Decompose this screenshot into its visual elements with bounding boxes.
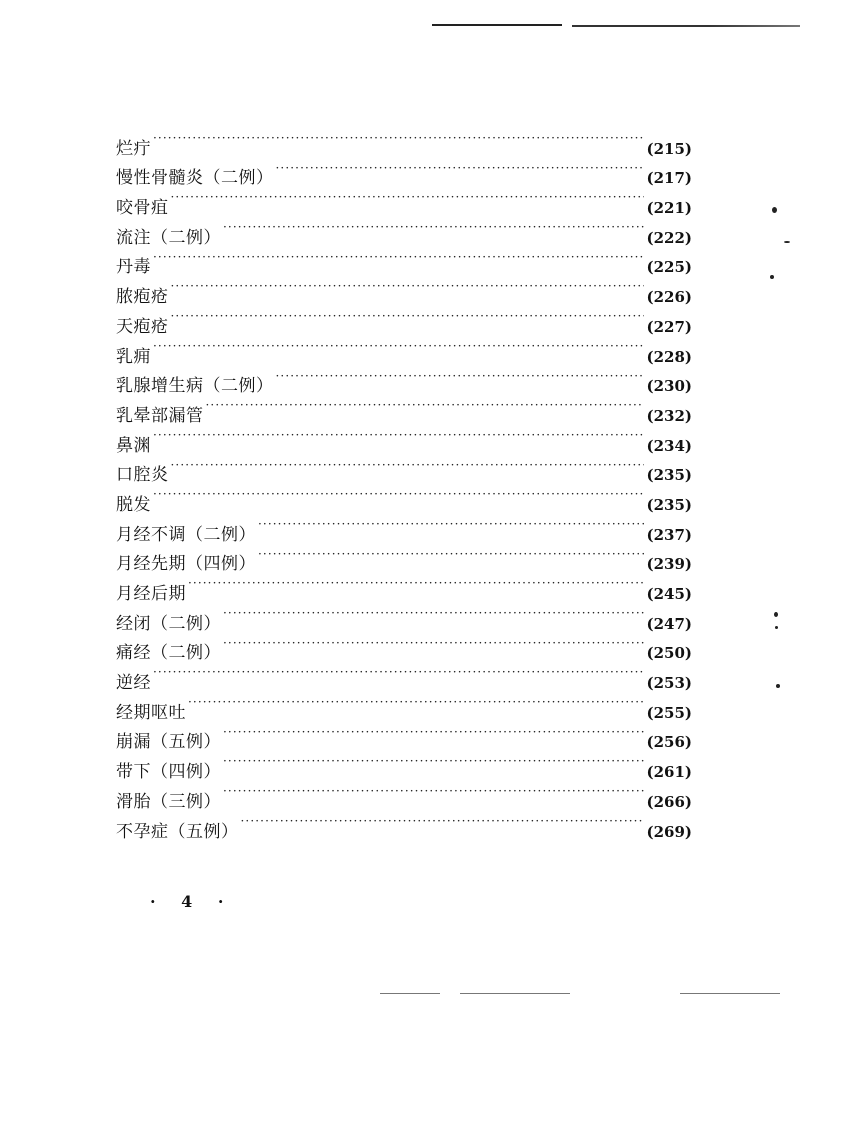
toc-entry [116,213,692,248]
toc-entry [116,599,692,634]
bottom-scan-line [460,993,570,994]
scan-speck [776,684,780,688]
toc-entry-title: 崩漏（五例） [116,732,221,753]
toc-entry [116,658,692,694]
toc-entry-title: 鼻渊 [116,435,151,456]
toc-entry [116,510,692,545]
toc-entry [116,421,692,456]
toc-entry-page: (255) [646,703,692,722]
toc-entry [116,302,692,337]
toc-entry-page: (235) [646,495,692,514]
toc-entry [116,451,692,486]
scan-speck [772,207,777,213]
toc-dot-leader [153,124,644,154]
toc-entry-page: (228) [646,347,692,366]
toc-entry-page: (239) [646,555,692,574]
toc-entry-title: 口腔炎 [116,465,169,486]
toc-dot-leader [258,510,644,540]
toc-entry-page: (230) [646,377,692,396]
toc-entry-page: (215) [646,139,692,158]
toc-entry-title: 脱发 [116,494,151,515]
scan-speck [770,275,774,279]
top-rule-line [432,24,562,26]
toc-dot-leader [188,688,644,718]
toc-dot-leader [153,243,644,273]
toc-entry-title: 乳痈 [116,346,151,367]
toc-entry-page: (247) [646,614,692,633]
toc-entry-title: 乳晕部漏管 [116,405,204,426]
toc-entry-title: 经闭（二例） [116,613,221,634]
toc-entry-page: (261) [646,763,692,782]
toc-dot-leader [276,154,645,184]
toc-entry-page: (235) [646,466,692,485]
toc-entry-title: 脓疱疮 [116,287,169,308]
page-number: · 4 · [150,892,234,911]
toc-entry [116,332,692,367]
toc-entry-page: (232) [646,406,692,425]
toc-entry-title: 流注（二例） [116,227,221,248]
toc-entry-title: 不孕症（五例） [116,821,239,842]
toc-entry [116,718,692,753]
toc-dot-leader [258,540,644,570]
toc-entry-title: 天疱疮 [116,316,169,337]
toc-dot-leader [153,480,644,510]
toc-dot-leader [223,599,644,629]
scan-speck [784,241,790,243]
toc-dot-leader [171,302,645,332]
toc-entry-page: (245) [646,585,692,603]
toc-entry-page: (256) [646,733,692,752]
toc-entry-page: (225) [646,258,692,277]
toc-entry-title: 月经后期 [116,584,186,604]
toc-entry [116,362,692,397]
toc-entry-title: 月经先期（四例） [116,554,256,575]
toc-entry-page: (234) [646,436,692,455]
toc-dot-leader [171,183,645,213]
toc-entry-title: 咬骨疽 [116,198,169,219]
scan-speck [775,626,778,629]
toc-entry-title: 丹毒 [116,257,151,278]
bottom-scan-line [680,993,780,994]
toc-entry [116,124,692,159]
toc-dot-leader [188,569,644,599]
toc-dot-leader [223,718,644,748]
toc-entry [116,183,692,219]
toc-entry [116,569,692,604]
table-of-contents [116,124,692,842]
top-rule-line [572,25,800,27]
toc-dot-leader [223,629,644,659]
toc-dot-leader [206,391,645,421]
toc-dot-leader [223,777,644,807]
toc-entry-page: (253) [646,674,692,693]
toc-dot-leader [153,658,644,688]
toc-entry-page: (226) [646,288,692,307]
scan-speck [774,612,778,617]
toc-dot-leader [153,332,644,362]
toc-entry-title: 逆经 [116,673,151,694]
toc-entry-page: (221) [646,199,692,218]
bottom-scan-line [380,993,440,994]
toc-dot-leader [223,213,644,243]
toc-dot-leader [223,747,644,777]
toc-entry-title: 痛经（二例） [116,643,221,664]
toc-entry-page: (269) [646,822,692,841]
toc-entry-title: 烂疔 [116,138,151,159]
toc-entry-page: (250) [646,644,692,663]
toc-dot-leader [171,272,645,302]
toc-entry-title: 经期呕吐 [116,702,186,723]
toc-entry [116,243,692,278]
toc-entry-title: 慢性骨髓炎（二例） [116,168,274,189]
toc-entry-title: 带下（四例） [116,762,221,783]
toc-entry-page: (266) [646,792,692,811]
toc-entry [116,688,692,723]
toc-entry [116,480,692,515]
toc-entry-page: (227) [646,317,692,336]
toc-dot-leader [241,807,645,837]
toc-entry [116,154,692,189]
toc-entry [116,272,692,308]
toc-entry-title: 月经不调（二例） [116,524,256,545]
toc-entry-title: 滑胎（三例） [116,791,221,812]
toc-entry-title: 乳腺增生病（二例） [116,376,274,397]
toc-entry-page: (237) [646,525,692,544]
toc-entry-page: (217) [646,169,692,188]
toc-entry-page: (222) [646,228,692,247]
toc-dot-leader [153,421,644,451]
toc-dot-leader [276,362,645,392]
toc-dot-leader [171,451,645,481]
